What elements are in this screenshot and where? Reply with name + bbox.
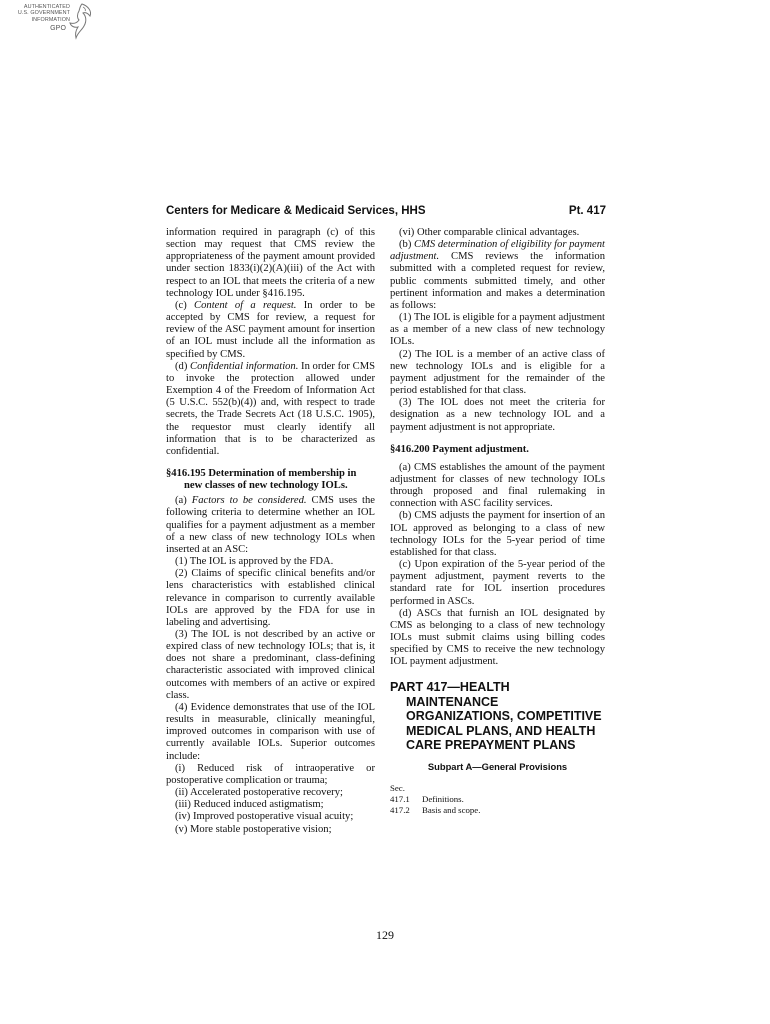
left-column <box>166 227 375 836</box>
right-column <box>390 227 605 816</box>
toc-number: 417.1 <box>390 794 410 805</box>
para-label: (b) <box>399 239 415 251</box>
para-text: CMS reviews the information submitted with a completed request for review, public comments submitted timely, and other pertinent information and makes a determination as follows: <box>390 251 605 311</box>
para-label: (d) <box>175 360 191 372</box>
gpo-authentication-logo <box>8 4 143 54</box>
paragraph-a2: (2) Claims of specific clinical benefits and/or lens characteristics with established clinical relevance in comparison to currently available IOLs are approved by the FDA for use in labeling and advertising. <box>166 568 375 628</box>
gpo-logo-text <box>8 4 70 33</box>
paragraph-pc: (c) Upon expiration of the 5-year period of the payment adjustment, payment reverts to the standard rate for IOL insertion procedures performed in ASCs. <box>390 559 605 607</box>
paragraph-b3: (3) The IOL does not meet the criteria for designation as a new technology IOL and a payment adjustment is not appropriate. <box>390 397 605 433</box>
paragraph-a4: (4) Evidence demonstrates that use of the IOL results in measurable, clinically meaningful, improved outcomes in comparison with use of currently available IOLs. Superior outcomes include: <box>166 701 375 762</box>
paragraph-b <box>390 239 605 312</box>
para-title: Content of a request. <box>194 299 297 311</box>
subpart-heading: Subpart A—General Provisions <box>427 760 568 772</box>
para-text: In order for CMS to invoke the protection allowed under Exemption 4 of the Freedom of Information Act (5 U.S.C. 552(b)(4)) and, with respect to trade secrets, the Trade Secrets Act (18 U.S.C. 1905), the requestor must clearly identify all information that is to be characterized as confidential. <box>166 360 375 457</box>
para-title: CMS determination of eligibility for payment adjustment. <box>390 239 605 263</box>
paragraph: information required in paragraph (c) of this section may request that CMS review the appropriateness of the payment amount provided under section 1833(i)(2)(A)(iii) of the Act with respect to an IOL that meets the criteria of a new technology IOL under §416.195. <box>166 227 375 299</box>
toc-title: Definitions. <box>422 794 464 805</box>
paragraph-a1: (1) The IOL is approved by the FDA. <box>175 556 334 568</box>
paragraph-pa: (a) CMS establishes the amount of the payment adjustment for classes of new technology IOLs through proposed and final rulemaking in connection with ASC facility services. <box>390 461 605 510</box>
paragraph-iii: (iii) Reduced induced astigmatism; <box>175 799 324 811</box>
header-agency: Centers for Medicare & Medicaid Services, HHS <box>166 205 426 217</box>
running-header <box>166 205 606 217</box>
paragraph-ii: (ii) Accelerated postoperative recovery; <box>175 787 343 799</box>
para-title: Factors to be considered. <box>191 495 307 507</box>
para-title: Confidential information. <box>190 360 299 372</box>
eagle-icon <box>68 2 94 44</box>
para-text: CMS uses the following criteria to determine whether an IOL qualifies for a payment adjustment as a member of a new class of new technology IOLs when inserted at an ASC: <box>166 495 375 555</box>
section-heading-416-195: §416.195 Determination of membership in new classes of new technology IOLs. <box>166 467 357 492</box>
paragraph-a3: (3) The IOL is not described by an active or expired class of new technology IOLs; that is, it does not share a predominant, class-defining characteristic associated with improved clinical outcomes with members of an active or expired class. <box>166 629 375 701</box>
paragraph-pd: (d) ASCs that furnish an IOL designated by CMS as belonging to a class of new technology IOLs must submit claims using billing codes specified by CMS to receive the new technology IOL payment adjustment. <box>390 607 605 668</box>
paragraph-iv: (iv) Improved postoperative visual acuity; <box>175 811 354 823</box>
paragraph-a <box>166 495 375 556</box>
paragraph-c <box>166 300 375 361</box>
paragraph-i: (i) Reduced risk of intraoperative or postoperative complication or trauma; <box>166 762 375 786</box>
paragraph-pb: (b) CMS adjusts the payment for insertion of an IOL approved as belonging to a class of new technology IOLs for the 5-year period of time established for that class. <box>390 510 605 558</box>
table-of-contents <box>390 783 605 816</box>
para-label: (c) <box>175 299 195 311</box>
paragraph-b1: (1) The IOL is eligible for a payment adjustment as a member of a new class of new technology IOLs. <box>390 312 605 348</box>
paragraph-v: (v) More stable postoperative vision; <box>175 823 332 835</box>
toc-label: Sec. <box>390 783 405 794</box>
gpo-logo-line: U.S. GOVERNMENT <box>17 10 70 17</box>
toc-row <box>390 805 605 816</box>
para-label: (a) <box>175 495 192 507</box>
para-text: In order to be accepted by CMS for review, a request for review of the ASC payment amount for insertion of an IOL must include all the information as specified by CMS. <box>166 299 375 360</box>
paragraph-d <box>166 361 375 458</box>
page-number: 129 <box>376 928 394 942</box>
paragraph-vi: (vi) Other comparable clinical advantages. <box>399 227 580 238</box>
gpo-logo-line: INFORMATION <box>31 16 70 23</box>
toc-number: 417.2 <box>390 805 410 816</box>
toc-title: Basis and scope. <box>422 805 481 816</box>
header-part: Pt. 417 <box>568 205 606 217</box>
part-heading: PART 417—HEALTH MAINTENANCE ORGANIZATIONS, COMPETITIVE MEDICAL PLANS, AND HEALTH CARE PREPAYMENT PLANS <box>390 680 602 753</box>
gpo-logo-line: AUTHENTICATED <box>23 4 70 10</box>
section-heading-416-200: §416.200 Payment adjustment. <box>390 443 529 455</box>
toc-row <box>390 794 605 805</box>
paragraph-b2: (2) The IOL is a member of an active class of new technology IOLs and is eligible for a payment adjustment for the remainder of the period established for that class. <box>390 348 605 397</box>
gpo-logo-abbrev: GPO <box>50 25 66 33</box>
